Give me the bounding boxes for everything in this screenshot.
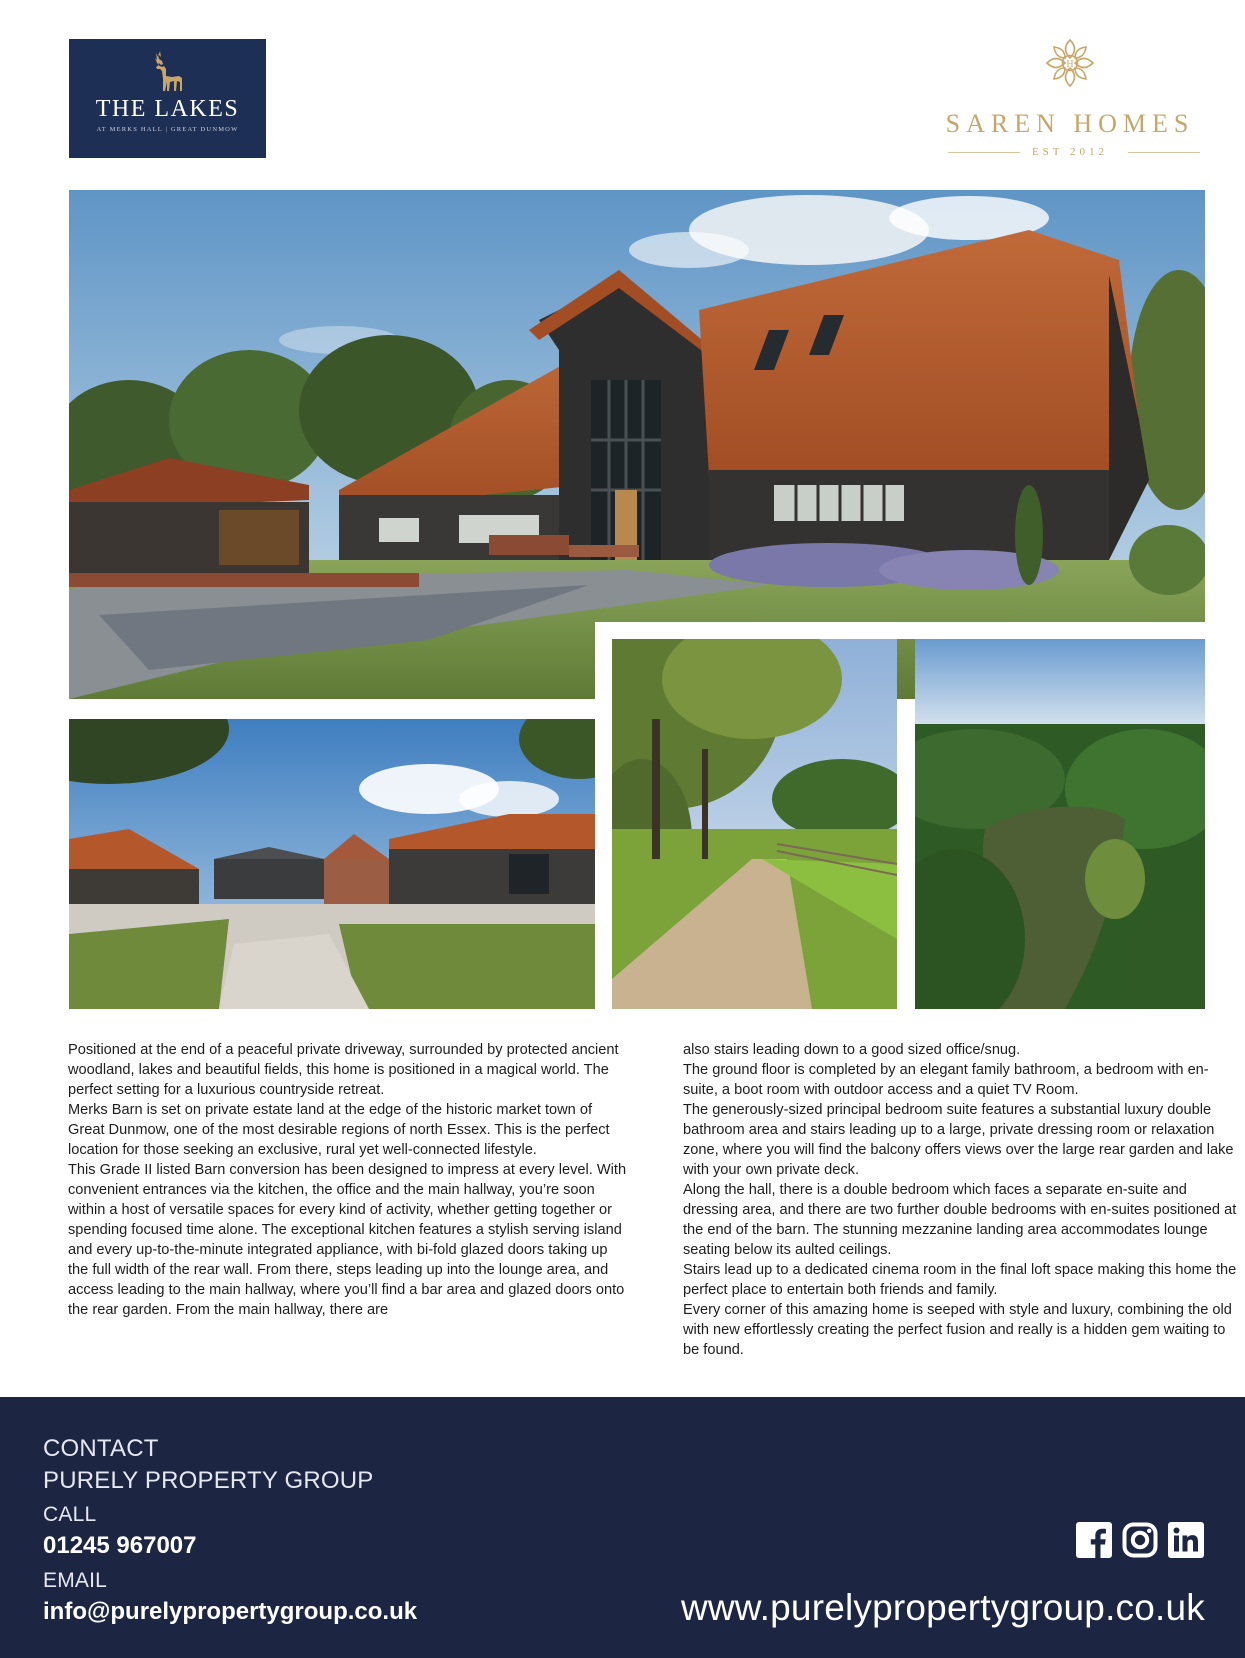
the-lakes-logo	[69, 39, 266, 158]
aerial-lake-photo	[915, 639, 1205, 1009]
website-link[interactable]: www.purelypropertygroup.co.uk	[680, 1587, 1205, 1628]
saren-homes-name: SAREN HOMES	[945, 109, 1195, 138]
description-left-column	[68, 1040, 628, 1320]
page-gap	[595, 622, 612, 699]
courtyard-photo	[69, 719, 595, 1009]
linkedin-icon[interactable]	[1168, 1522, 1204, 1558]
description-paragraph: The generously-sized principal bedroom suite features a substantial luxury double bathroom area and stairs leading up to a large, private dressing room or relaxation zone, where you will find the balcony offers views over the large rear garden and lake with your own private deck.	[683, 1102, 1234, 1178]
tree-lined-driveway-photo	[612, 639, 897, 1009]
company-name: PURELY PROPERTY GROUP	[43, 1467, 374, 1494]
saren-homes-established: EST 2012	[1031, 146, 1109, 158]
description-paragraph: also stairs leading down to a good sized office/snug.	[683, 1042, 1021, 1058]
page-gap	[595, 622, 1205, 639]
email-address-link[interactable]: info@purelypropertygroup.co.uk	[43, 1598, 418, 1625]
deer-icon	[146, 49, 188, 93]
description-paragraph: Stairs lead up to a dedicated cinema room in the final loft space making this home the perfect place to entertain both friends and family.	[683, 1262, 1237, 1298]
description-paragraph: Along the hall, there is a double bedroom which faces a separate en-suite and dressing area, and there are two further double bedrooms with en-suites positioned at the end of the barn. The stunning mezzanine landing area accommodates lounge seating below its aulted ceilings.	[683, 1182, 1237, 1258]
contact-footer	[0, 1397, 1245, 1658]
call-label: CALL	[43, 1503, 97, 1526]
monogram-emblem-icon	[1043, 36, 1097, 90]
saren-homes-logo	[930, 36, 1210, 166]
description-paragraph: Every corner of this amazing home is seeped with style and luxury, combining the old with new effortlessly creating the perfect fusion and really is a hidden gem waiting to be found.	[683, 1302, 1232, 1358]
facebook-icon[interactable]	[1076, 1522, 1112, 1558]
the-lakes-subtitle: AT MERKS HALL | GREAT DUNMOW	[96, 126, 239, 133]
description-right-column	[683, 1040, 1243, 1360]
email-label: EMAIL	[43, 1569, 108, 1592]
description-paragraph: Positioned at the end of a peaceful private driveway, surrounded by protected ancient woodland, lakes and beautiful fields, this home is positioned in a magical world. The perfect setting for a luxurious countryside retreat.	[68, 1042, 619, 1098]
description-paragraph: Merks Barn is set on private estate land at the edge of the historic market town of Great Dunmow, one of the most desirable regions of north Essex. This is the perfect location for those seeking an exclusive, rural yet well-connected lifestyle.	[68, 1102, 610, 1158]
contact-label: CONTACT	[43, 1435, 159, 1462]
description-paragraph: The ground floor is completed by an elegant family bathroom, a bedroom with en-suite, a boot room with outdoor access and a quiet TV Room.	[683, 1062, 1209, 1098]
phone-number-link[interactable]: 01245 967007	[43, 1532, 197, 1559]
svg-text:H: H	[1066, 59, 1074, 70]
instagram-icon[interactable]	[1122, 1522, 1158, 1558]
description-paragraph: This Grade II listed Barn conversion has been designed to impress at every level. With convenient entrances via the kitchen, the office and the main hallway, you’re soon within a host of versatile spaces for every kind of activity, whether getting together or spending focused time alone. The exceptional kitchen features a stylish serving island and every up-to-the-minute integrated appliance, with bi-fold glazed doors taking up the full width of the rear wall. From there, steps leading up into the lounge area, and access leading to the main hallway, where you’ll find a bar area and glazed doors onto the rear garden. From the main hallway, there are	[68, 1162, 627, 1318]
divider	[1128, 152, 1200, 153]
the-lakes-title: THE LAKES	[95, 96, 240, 122]
